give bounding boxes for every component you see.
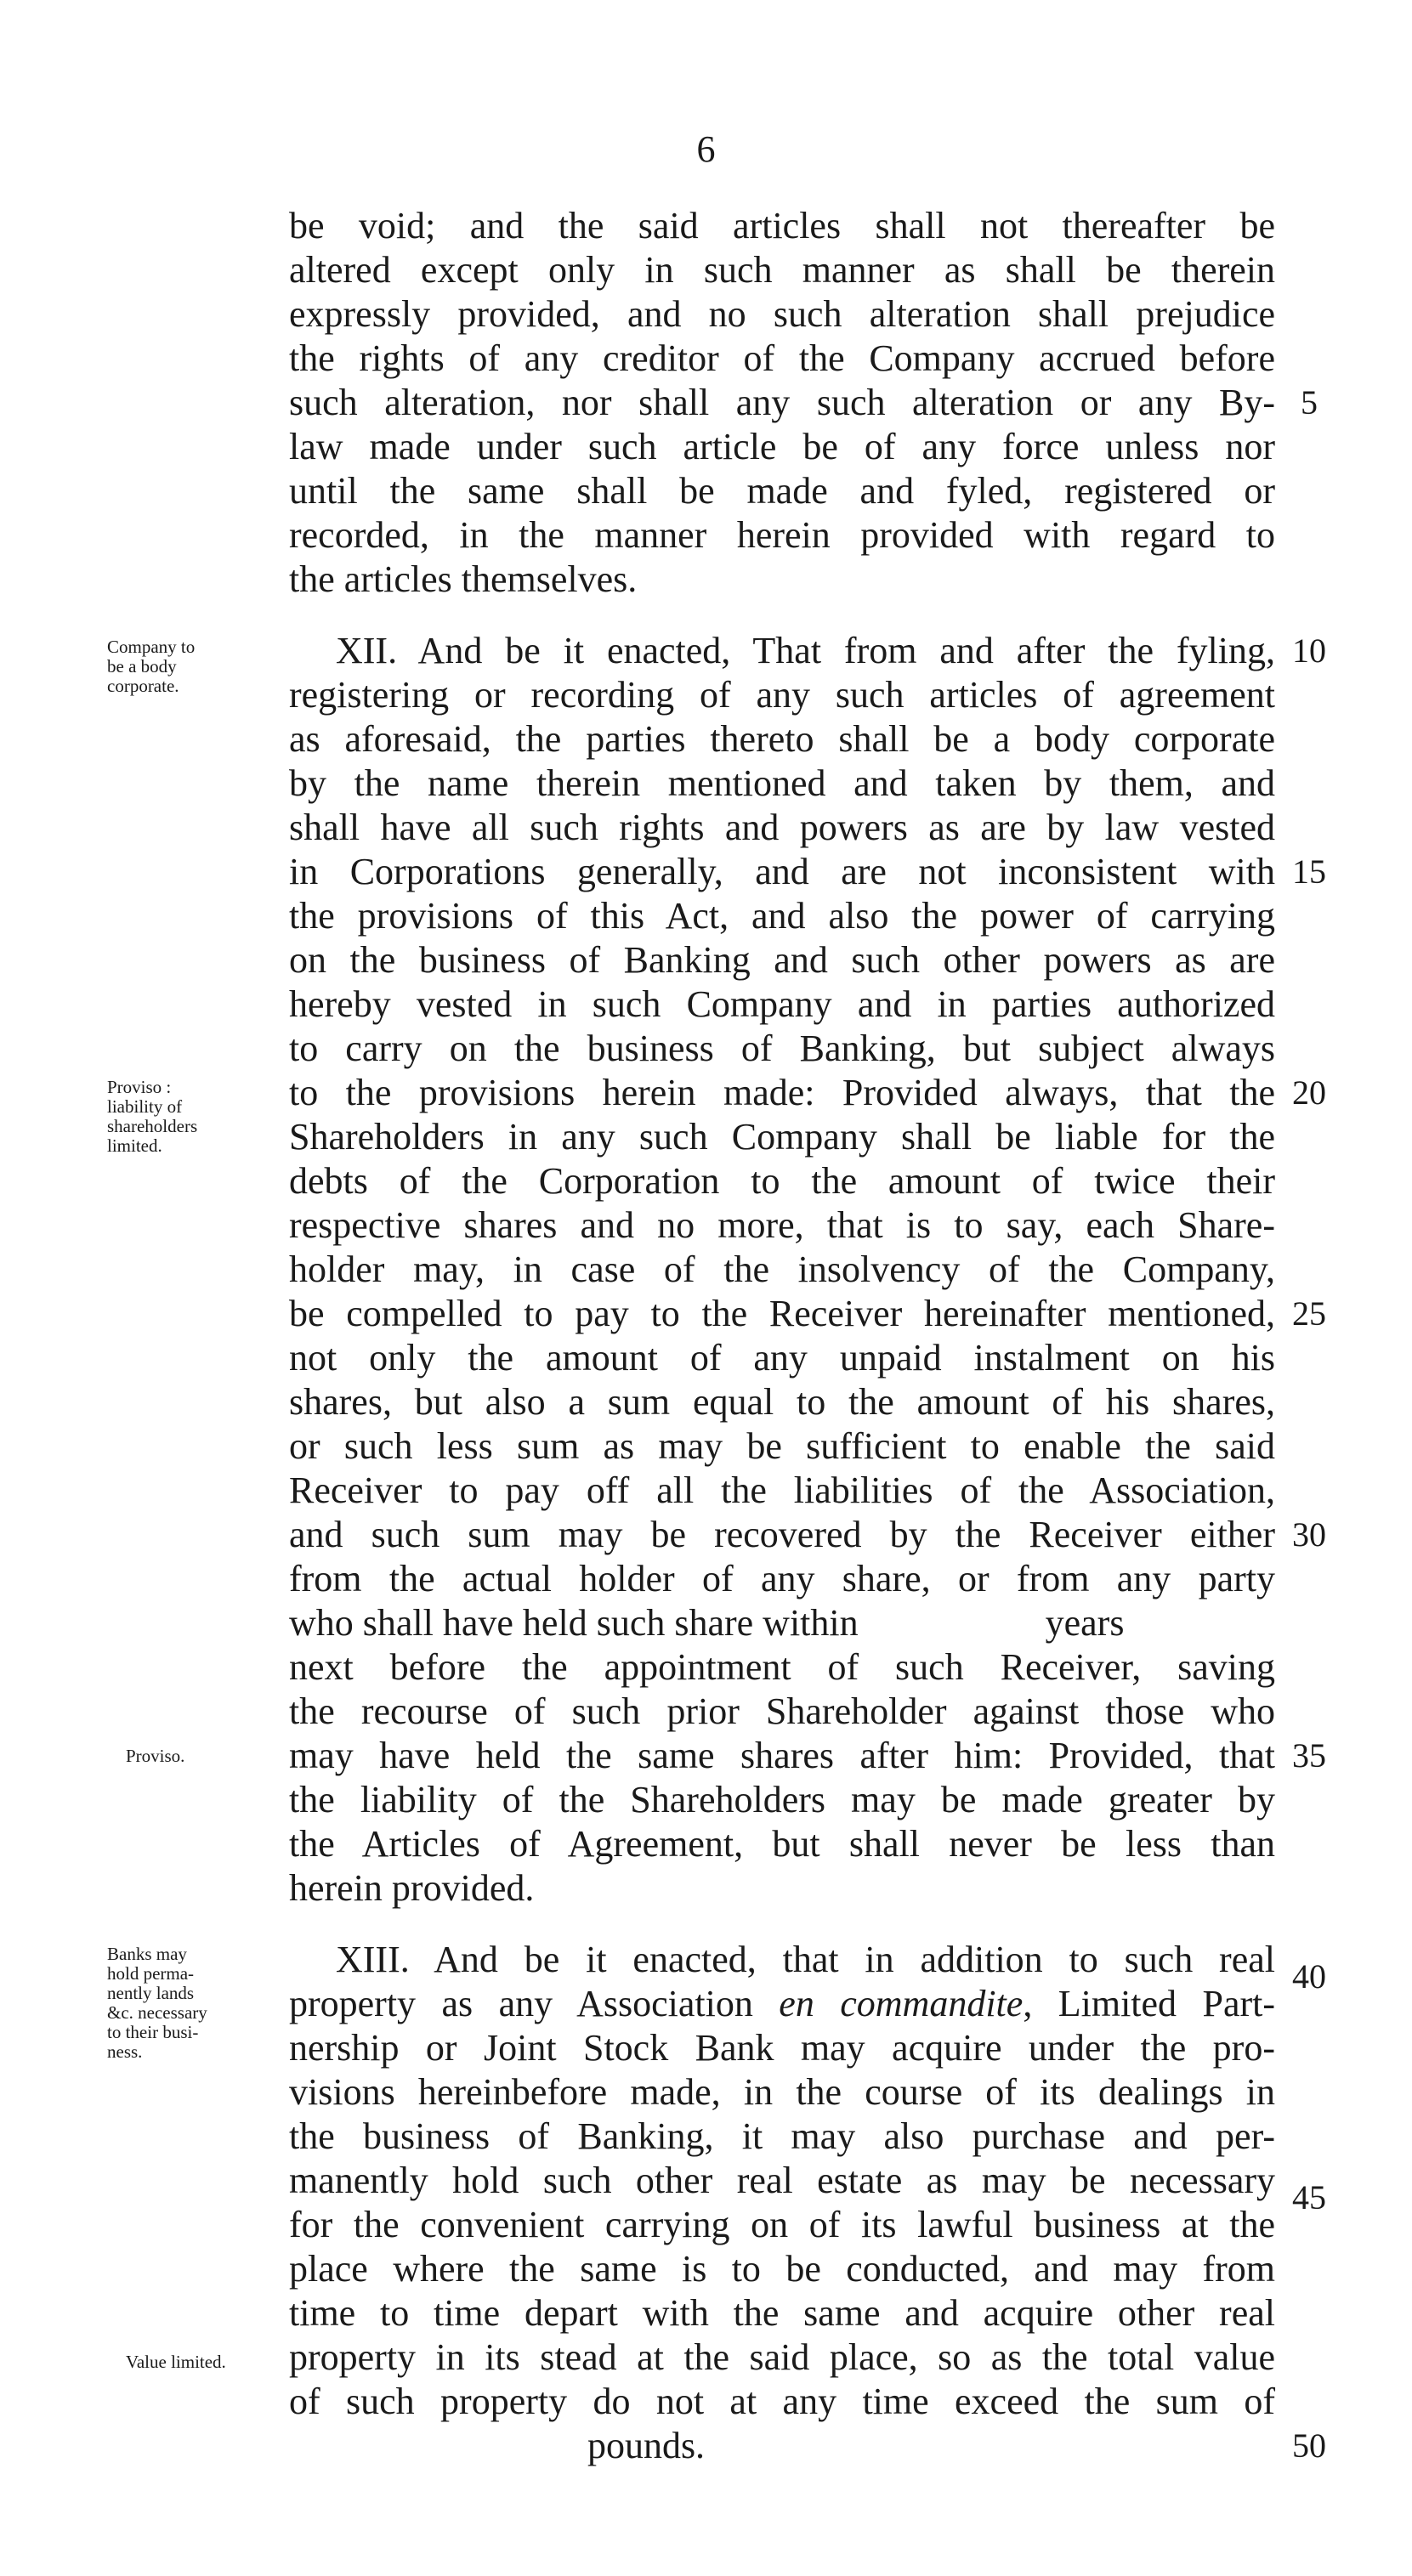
line-number: 10 bbox=[1292, 631, 1326, 670]
section-heading-line: XII. And be it enacted, That from and after the fyling, bbox=[336, 630, 1275, 671]
text-line: the provisions of this Act, and also the power of carrying bbox=[289, 895, 1275, 937]
text-line: be void; and the said articles shall not thereafter be bbox=[289, 205, 1275, 246]
margin-note-line: &c. necessary bbox=[107, 2002, 207, 2023]
text-segment: property as any Association bbox=[289, 1983, 753, 2024]
text-line: to carry on the business of Banking, but subject always bbox=[289, 1028, 1275, 1069]
text-line: who shall have held such share within years bbox=[289, 1602, 1125, 1644]
text-line: time to time depart with the same and acquire other real bbox=[289, 2292, 1275, 2334]
text-line: be compelled to pay to the Receiver hereinafter mentioned, bbox=[289, 1293, 1275, 1334]
margin-note-company-corporate bbox=[107, 637, 281, 696]
margin-note-line: Value limited. bbox=[126, 2352, 226, 2372]
margin-note-line: Company to bbox=[107, 637, 196, 657]
text-line: the business of Banking, it may also purchase and per- bbox=[289, 2115, 1275, 2157]
margin-note-line: liability of bbox=[107, 1096, 183, 1117]
text-line: respective shares and no more, that is to say, each Share- bbox=[289, 1204, 1275, 1246]
text-line: altered except only in such manner as shall be therein bbox=[289, 249, 1275, 291]
text-line: law made under such article be of any force unless nor bbox=[289, 426, 1275, 467]
text-line: Shareholders in any such Company shall be liable for the bbox=[289, 1116, 1275, 1158]
text-line: from the actual holder of any share, or from any party bbox=[289, 1558, 1275, 1599]
margin-note-line: Banks may bbox=[107, 1944, 187, 1964]
text-segment: , Limited Part- bbox=[1023, 1983, 1275, 2024]
text-line: visions hereinbefore made, in the course of its dealings in bbox=[289, 2071, 1275, 2113]
text-line: such alteration, nor shall any such alteration or any By- bbox=[289, 382, 1275, 423]
text-line: on the business of Banking and such other powers as are bbox=[289, 939, 1275, 981]
line-number: 5 bbox=[1301, 383, 1318, 422]
text-line: shall have all such rights and powers as are by law vested bbox=[289, 807, 1275, 848]
text-line: as aforesaid, the parties thereto shall be a body corporate bbox=[289, 718, 1275, 760]
margin-note-line: shareholders bbox=[107, 1116, 198, 1136]
text-line: of such property do not at any time exceed the sum of bbox=[289, 2381, 1275, 2422]
margin-note-line: be a body bbox=[107, 656, 177, 677]
line-number: 25 bbox=[1292, 1294, 1326, 1333]
italic-term: en commandite bbox=[779, 1983, 1024, 2024]
margin-note-line: Proviso. bbox=[126, 1746, 185, 1766]
text-line: by the name therein mentioned and taken by them, and bbox=[289, 762, 1275, 804]
text-line: nership or Joint Stock Bank may acquire under the pro- bbox=[289, 2027, 1275, 2069]
text-line: shares, but also a sum equal to the amount of his shares, bbox=[289, 1381, 1275, 1423]
text-line: pounds. bbox=[587, 2425, 706, 2466]
margin-note-value-limited bbox=[126, 2352, 300, 2372]
text-line: property in its stead at the said place, so as the total value bbox=[289, 2336, 1275, 2378]
section-heading-line: XIII. And be it enacted, that in addition to such real bbox=[336, 1939, 1275, 1980]
line-number: 45 bbox=[1292, 2178, 1326, 2216]
margin-note-line: Proviso : bbox=[107, 1077, 172, 1097]
text-line: registering or recording of any such articles of agreement bbox=[289, 674, 1275, 716]
text-line: the Articles of Agreement, but shall never be less than bbox=[289, 1823, 1275, 1865]
line-number: 40 bbox=[1292, 1957, 1326, 1996]
text-line: and such sum may be recovered by the Receiver either bbox=[289, 1514, 1275, 1555]
text-line: place where the same is to be conducted, and may from bbox=[289, 2248, 1275, 2290]
line-number: 15 bbox=[1292, 852, 1326, 891]
text-line: to the provisions herein made: Provided always, that the bbox=[289, 1072, 1275, 1113]
text-line: the articles themselves. bbox=[289, 558, 638, 600]
text-line: may have held the same shares after him: Provided, that bbox=[289, 1735, 1275, 1776]
margin-note-line: limited. bbox=[107, 1135, 162, 1156]
text-line: until the same shall be made and fyled, registered or bbox=[289, 470, 1275, 512]
text-line: expressly provided, and no such alteration shall prejudice bbox=[289, 293, 1275, 335]
margin-note-shareholder-liability bbox=[107, 1078, 281, 1156]
margin-note-line: hold perma- bbox=[107, 1963, 195, 1984]
margin-note-proviso bbox=[126, 1747, 300, 1766]
text-line: the liability of the Shareholders may be made greater by bbox=[289, 1779, 1275, 1820]
page-number: 6 bbox=[696, 128, 716, 170]
margin-note-line: corporate. bbox=[107, 676, 179, 696]
margin-note-line: nently lands bbox=[107, 1983, 195, 2003]
line-number: 20 bbox=[1292, 1073, 1326, 1112]
text-line bbox=[289, 1982, 1275, 2026]
text-line: hereby vested in such Company and in parties authorized bbox=[289, 983, 1275, 1025]
margin-note-line: to their busi- bbox=[107, 2022, 199, 2042]
text-line: or such less sum as may be sufficient to enable the said bbox=[289, 1425, 1275, 1467]
line-number: 35 bbox=[1292, 1736, 1326, 1775]
text-line: holder may, in case of the insolvency of the Company, bbox=[289, 1248, 1275, 1290]
text-line: Receiver to pay off all the liabilities of the Association, bbox=[289, 1469, 1275, 1511]
text-line: in Corporations generally, and are not inconsistent with bbox=[289, 851, 1275, 892]
text-line: for the convenient carrying on of its lawful business at the bbox=[289, 2204, 1275, 2245]
text-line: manently hold such other real estate as may be necessary bbox=[289, 2160, 1275, 2201]
text-line: debts of the Corporation to the amount of twice their bbox=[289, 1160, 1275, 1202]
text-line: the rights of any creditor of the Company accrued before bbox=[289, 337, 1275, 379]
text-line: next before the appointment of such Receiver, saving bbox=[289, 1646, 1275, 1688]
text-line: not only the amount of any unpaid instalment on his bbox=[289, 1337, 1275, 1379]
margin-note-banks-hold-lands bbox=[107, 1945, 281, 2062]
text-line: the recourse of such prior Shareholder against those who bbox=[289, 1690, 1275, 1732]
line-number: 30 bbox=[1292, 1515, 1326, 1554]
text-line: herein provided. bbox=[289, 1867, 535, 1909]
line-number: 50 bbox=[1292, 2426, 1326, 2465]
text-line: recorded, in the manner herein provided with regard to bbox=[289, 514, 1275, 556]
margin-note-line: ness. bbox=[107, 2041, 143, 2062]
